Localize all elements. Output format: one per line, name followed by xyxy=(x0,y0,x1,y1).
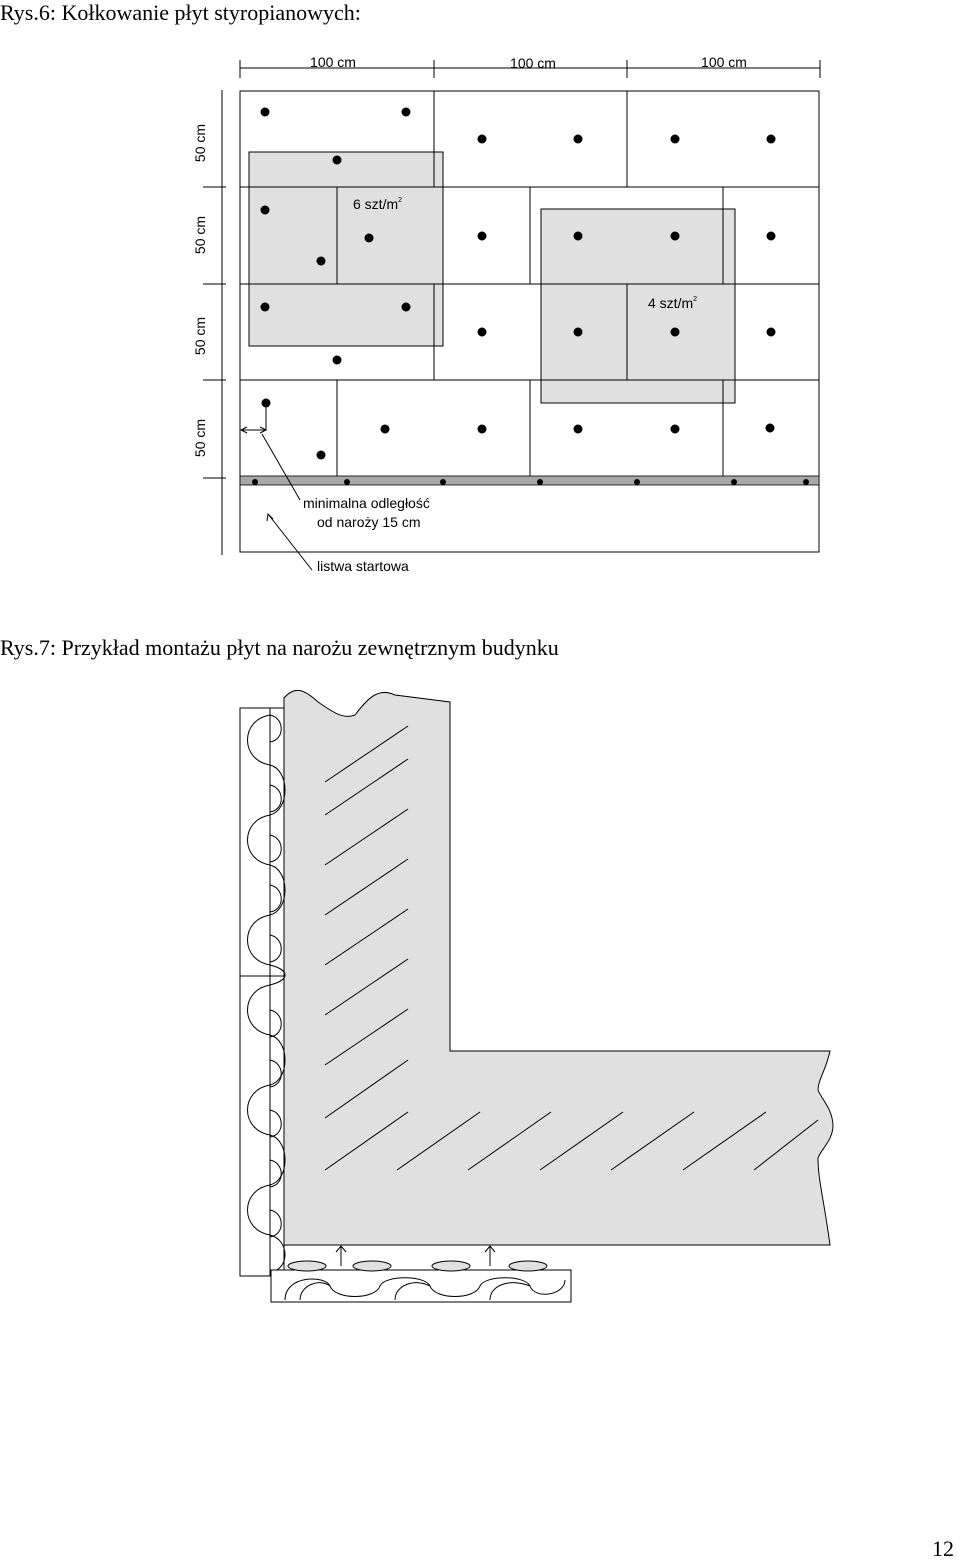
min-distance-label-line1: minimalna odległość xyxy=(303,495,430,511)
wall-corner xyxy=(284,690,833,1245)
density-4-label: 4 szt/$m^2$ xyxy=(648,295,698,311)
height-label-4: 50 cm xyxy=(192,418,208,458)
min-distance-label-line2: od naroży 15 cm xyxy=(317,514,421,530)
page-number: 12 xyxy=(932,1536,954,1561)
density-6-label: 6 szt/$m^2$ xyxy=(353,196,403,212)
width-label-1: 100 cm xyxy=(310,54,356,70)
corner-mounting-diagram xyxy=(0,680,960,1320)
height-label-1: 50 cm xyxy=(192,123,208,163)
insulation-board-horizontal xyxy=(271,1270,571,1302)
anchor-layout-diagram xyxy=(0,30,960,590)
width-label-3: 100 cm xyxy=(701,54,747,70)
width-label-2: 100 cm xyxy=(510,55,556,71)
figure-6-caption: Rys.6: Kołkowanie płyt styropianowych: xyxy=(0,0,361,25)
insulation-board-vertical xyxy=(240,708,285,1276)
panel-highlight-6-per-m2 xyxy=(249,152,443,346)
starter-strip-label: listwa startowa xyxy=(317,558,409,574)
height-label-2: 50 cm xyxy=(192,215,208,255)
figure-7-caption: Rys.7: Przykład montażu płyt na narożu zewnętrznym budynku xyxy=(0,635,559,660)
height-label-3: 50 cm xyxy=(192,316,208,356)
corner-distance-marker xyxy=(241,403,312,570)
panel-highlight-4-per-m2 xyxy=(541,209,735,403)
